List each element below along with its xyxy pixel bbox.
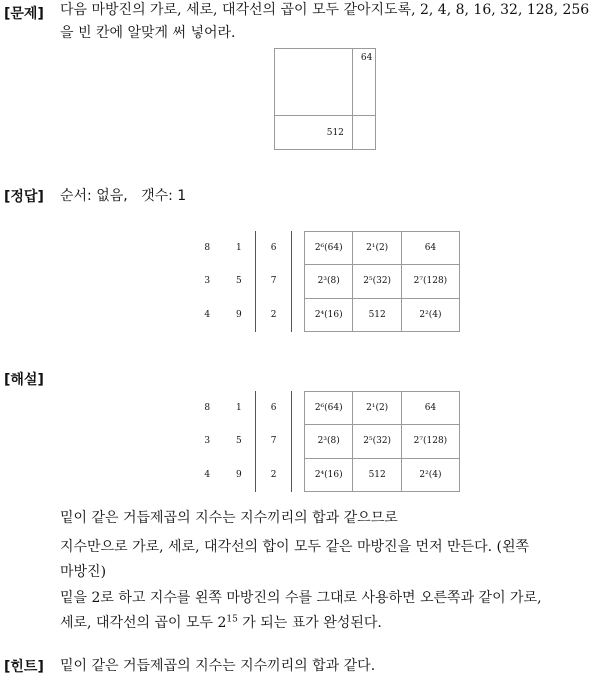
explanation-exponent-square <box>192 391 292 492</box>
grid-cell: 6 <box>256 391 292 425</box>
grid-cell: 8 <box>204 242 211 253</box>
grid-cell: 9 <box>235 470 242 481</box>
hint-tag: [힌트] <box>4 659 44 675</box>
grid-cell: 5 <box>235 276 242 287</box>
grid-cell <box>275 49 353 116</box>
grid-cell: 8 <box>204 402 211 413</box>
answer-text: 순서: 없음, 갯수: 1 <box>60 188 187 204</box>
grid-cell: 2⁵(32) <box>353 265 401 298</box>
grid-cell: 64 <box>401 392 459 425</box>
explanation-paragraph-4: 밑을 2로 하고 지수를 왼쪽 마방진의 수를 그대로 사용하면 오른쪽과 같이 가로, <box>60 590 542 606</box>
explanation-paragraph-1: 밑이 같은 거듭제곱의 지수는 지수끼리의 합과 같으므로 <box>60 510 398 526</box>
explanation-paragraph-5 <box>60 613 382 633</box>
grid-cell: 2²(4) <box>401 458 459 491</box>
grid-cell: 3 <box>204 436 211 447</box>
explanation-p5-exponent: 15 <box>226 614 238 625</box>
grid-cell: 3 <box>204 276 211 287</box>
grid-cell: 512 <box>353 298 401 331</box>
grid-cell: 2 <box>256 458 292 492</box>
explanation-p5-post: 가 되는 표가 완성된다. <box>237 615 382 631</box>
grid-cell: 2⁵(32) <box>353 425 401 458</box>
grid-cell: 2¹(2) <box>353 392 401 425</box>
grid-cell: 2³(8) <box>305 425 353 458</box>
grid-cell: 4 <box>204 310 211 321</box>
grid-cell: 2⁶(64) <box>305 232 353 265</box>
grid-cell: 9 <box>235 310 242 321</box>
problem-magic-square <box>274 48 376 150</box>
grid-cell: 512 <box>353 458 401 491</box>
grid-cell: 2 <box>256 298 292 332</box>
grid-cell: 2³(8) <box>305 265 353 298</box>
explanation-tag: [해설] <box>4 372 44 388</box>
explanation-paragraph-2: 지수만으로 가로, 세로, 대각선의 합이 모두 같은 마방진을 먼저 만든다. (왼쪽 <box>60 539 530 555</box>
problem-tag: [문제] <box>4 6 44 22</box>
grid-cell: 2⁶(64) <box>305 392 353 425</box>
grid-cell: 64 <box>401 232 459 265</box>
answer-tag: [정답] <box>4 189 44 205</box>
grid-cell: 6 <box>256 231 292 265</box>
grid-cell: 2⁷(128) <box>401 265 459 298</box>
explanation-p5-pre: 세로, 대각선의 곱이 모두 2 <box>60 615 227 631</box>
grid-cell: 7 <box>256 425 292 459</box>
grid-cell <box>352 116 375 150</box>
explanation-paragraph-3: 마방진) <box>60 564 107 580</box>
grid-cell: 5 <box>235 436 242 447</box>
grid-cell: 2⁴(16) <box>305 298 353 331</box>
answer-power-square <box>304 231 460 332</box>
grid-cell: 1 <box>235 402 242 413</box>
problem-line-2: 을 빈 칸에 알맞게 써 넣어라. <box>60 25 236 41</box>
grid-cell: 1 <box>235 242 242 253</box>
answer-exponent-square <box>192 231 292 332</box>
grid-cell: 2⁴(16) <box>305 458 353 491</box>
hint-text: 밑이 같은 거듭제곱의 지수는 지수끼리의 합과 같다. <box>60 658 376 674</box>
grid-cell: 2²(4) <box>401 298 459 331</box>
problem-line-1: 다음 마방진의 가로, 세로, 대각선의 곱이 모두 같아지도록, 2, 4, 8, 16, 32, 128, 256 <box>60 2 590 18</box>
grid-cell: 64 <box>352 49 375 116</box>
grid-cell: 2⁷(128) <box>401 425 459 458</box>
grid-cell: 2¹(2) <box>353 232 401 265</box>
grid-cell: 7 <box>256 265 292 299</box>
grid-cell: 512 <box>275 116 353 150</box>
grid-cell: 4 <box>204 470 211 481</box>
explanation-power-square <box>304 391 460 492</box>
